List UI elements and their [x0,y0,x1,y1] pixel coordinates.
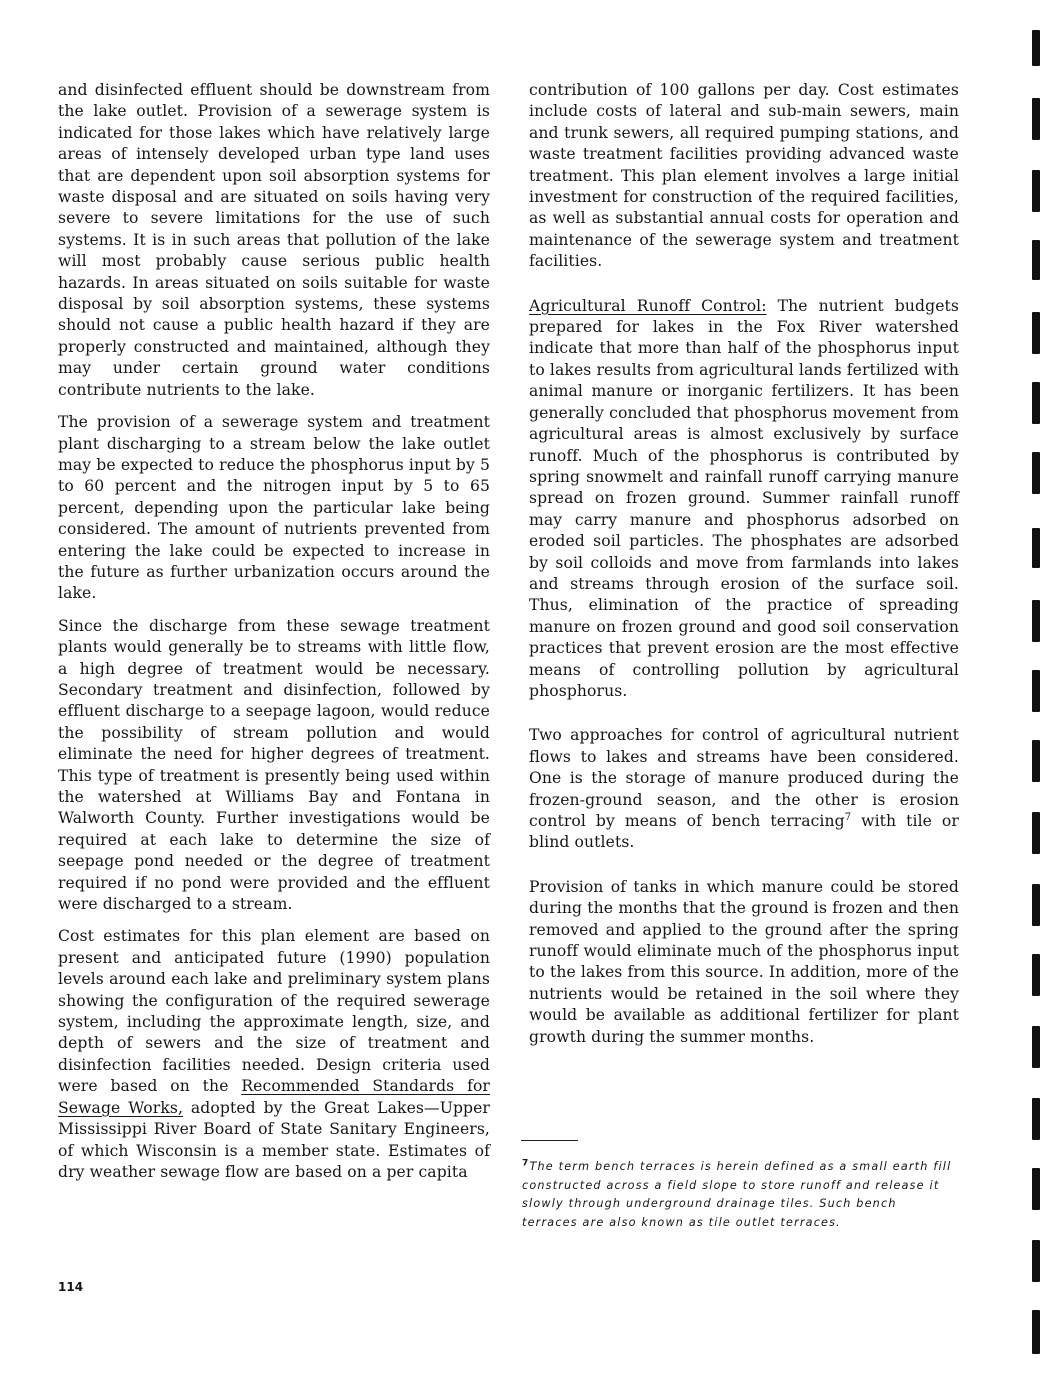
margin-bar [1032,452,1040,494]
left-paragraph-4 [58,926,490,1183]
page-number: 114 [58,1280,84,1294]
margin-bar [1032,1310,1040,1354]
binding-margin-marks [1029,0,1043,1379]
margin-bar [1032,312,1040,354]
margin-bar [1032,30,1040,66]
margin-bar [1032,1026,1040,1068]
margin-bar [1032,954,1040,996]
margin-bar [1032,884,1040,926]
left-paragraph-3: Since the discharge from these sewage treatment plants would generally be to streams with little flow, a high degree of treatment would be necessary. Secondary treatment and disinfection, followed by effluent discharge to a seepage lagoon, would reduce the possibility of stream pollution and would eliminate the need for higher degrees of treatment. This type of treatment is presently being used within the watershed at Williams Bay and Fontana in Walworth County. Further investigations would be required at each lake to determine the size of seepage pond needed or the degree of treatment required if no pond were provided and the effluent were discharged to a stream. [58,616,490,914]
margin-bar [1032,1098,1040,1140]
footnote-reference: 7 [844,811,852,823]
margin-bar [1032,670,1040,712]
left-paragraph-4-text-b: adopted by the Great Lakes—Upper Mississippi River Board of State Sanitary Engineers, of which Wisconsin is a member state. Estimates of dry weather sewage flow are based on a per capita [58,1098,490,1181]
footnote [522,1158,954,1232]
margin-bar [1032,528,1040,568]
left-paragraph-1: and disinfected effluent should be downstream from the lake outlet. Provision of a sewerage system is indicated for those lakes which have relatively large areas of intensely developed urban type land uses that are dependent upon soil absorption systems for waste disposal and are situated on soils having very severe to severe limitations for the use of such systems. It is in such areas that pollution of the lake will most probably cause serious public health hazards. In areas situated on soils suitable for waste disposal by soil absorption systems, these systems should not cause a public health hazard if they are properly constructed and maintained, although they may under certain ground water conditions contribute nutrients to the lake. [58,81,490,399]
margin-bar [1032,1168,1040,1210]
section-heading-agricultural-runoff: Agricultural Runoff Control: [529,296,767,315]
right-paragraph-2 [529,296,959,703]
right-paragraph-3-text-b: with tile or blind outlets. [529,812,959,852]
margin-bar [1032,240,1040,280]
right-paragraph-1: contribution of 100 gallons per day. Cost estimates include costs of lateral and sub-main sewers, main and trunk sewers, all required pumping stations, and waste treatment facilities providing advanced waste treatment. This plan element involves a large initial investment for construction of the required facilities, as well as substantial annual costs for operation and maintenance of the sewerage system and treatment facilities. [529,81,959,271]
margin-bar [1032,98,1040,140]
right-paragraph-3 [529,725,959,853]
margin-bar [1032,170,1040,212]
left-column [58,80,490,1194]
footnote-marker: 7 [522,1158,530,1169]
footnote-text: The term bench terraces is herein defined as a small earth fill constructed across a field slope to store runoff and release it slowly through underground drainage tiles. Such bench terraces are also known as tile outlet terraces. [522,1160,952,1229]
margin-bar [1032,600,1040,642]
right-paragraph-2-body: The nutrient budgets prepared for lakes in the Fox River watershed indicate that more than half of the phosphorus input to lakes results from agricultural lands fertilized with animal manure or inorganic fertilizers. It has been generally concluded that phosphorus movement from agricultural areas is almost exclusively by surface runoff. Much of the phosphorus is contributed by spring snowmelt and rainfall runoff carrying manure spread on frozen ground. Summer rainfall runoff may carry manure and phosphorus adsorbed on eroded soil particles. The phosphates are adsorbed by soil colloids and move from farmlands into lakes and streams through erosion of the surface soil. Thus, elimination of the practice of spreading manure on frozen ground and good soil conservation practices that prevent erosion are the most effective means of controlling pollution by agricultural phosphorus. [529,296,959,700]
margin-bar [1032,382,1040,424]
right-paragraph-3-text-a: Two approaches for control of agricultural nutrient flows to lakes and streams have been considered. One is the storage of manure produced during the frozen-ground season, and the other is erosion control by means of bench terracing [529,726,959,830]
left-paragraph-4-text-a: Cost estimates for this plan element are based on present and anticipated future (1990) population levels around each lake and preliminary system plans showing the configuration of the required sewerage system, including the approximate length, size, and depth of sewers and the size of treatment and disinfection facilities needed. Design criteria used were based on the [58,927,490,1096]
margin-bar [1032,1240,1040,1282]
right-column [529,80,959,1059]
footnote-divider [521,1140,578,1141]
margin-bar [1032,740,1040,782]
right-paragraph-4: Provision of tanks in which manure could be stored during the months that the ground is frozen and then removed and applied to the ground after the spring runoff would eliminate much of the phosphorus input to the lakes from this source. In addition, more of the nutrients would be retained in the soil where they would be available as additional fertilizer for plant growth during the summer months. [529,877,959,1046]
standards-title: Recommended Standards for Sewage Works, [58,1077,490,1117]
margin-bar [1032,812,1040,854]
left-paragraph-2: The provision of a sewerage system and treatment plant discharging to a stream below the lake outlet may be expected to reduce the phosphorus input by 5 to 60 percent and the nitrogen input by 5 to 65 percent, depending upon the particular lake being considered. The amount of nutrients prevented from entering the lake could be expected to increase in the future as further urbanization occurs around the lake. [58,413,490,603]
